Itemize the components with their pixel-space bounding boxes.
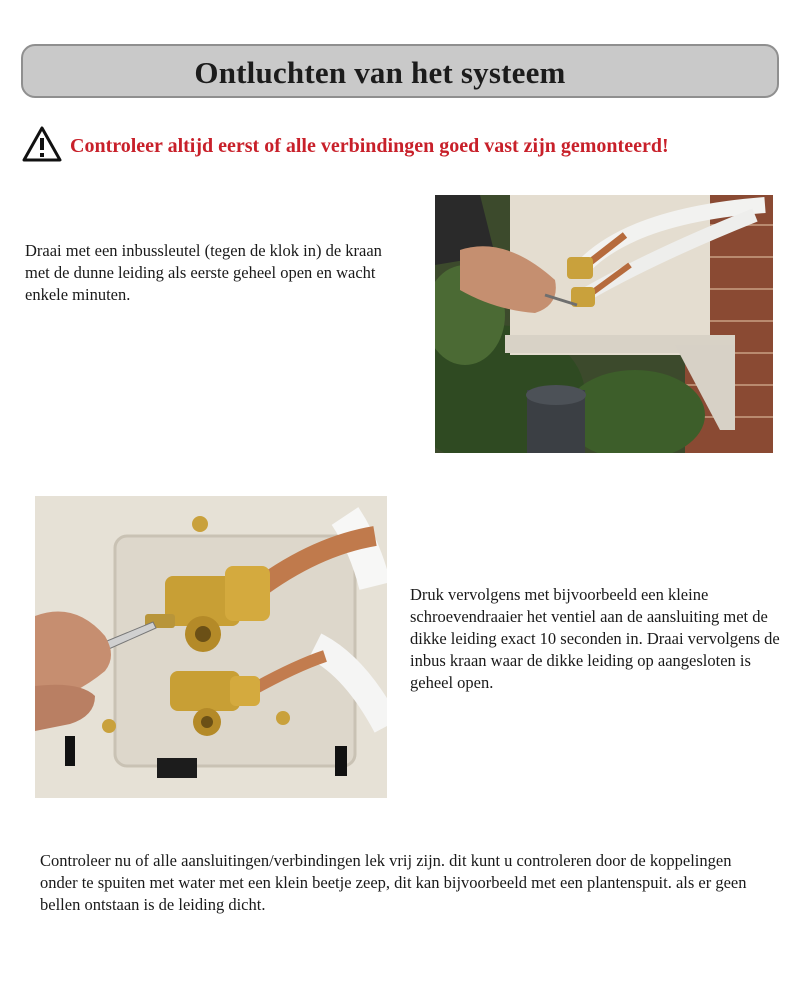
title-banner xyxy=(21,44,779,98)
outdoor-unit-valve-photo xyxy=(435,195,773,453)
page-title: Ontluchten van het systeem xyxy=(194,55,566,90)
warning-text: Controleer altijd eerst of alle verbindingen goed vast zijn gemonteerd! xyxy=(70,135,669,157)
step-3-text: Controleer nu of alle aansluitingen/verbindingen lek vrij zijn. dit kunt u controleren door de koppelingen onder te spuiten met water met een klein beetje zeep, dit kan bijvoorbeeld met een plantenspuit. als er geen bellen ontstaan is de leiding dicht. xyxy=(40,851,747,914)
step-2-text: Druk vervolgens met bijvoorbeeld een kleine schroevendraaier het ventiel aan de aansluiting met de dikke leiding exact 10 seconden in. Draai vervolgens de inbus kraan waar de dikke leiding op aangesloten is geheel open. xyxy=(410,585,780,692)
valve-closeup-photo xyxy=(35,496,387,798)
step-1-text: Draai met een inbussleutel (tegen de klok in) de kraan met de dunne leiding als eerste geheel open en wacht enkele minuten. xyxy=(25,241,382,304)
warning-triangle-icon xyxy=(22,126,62,162)
